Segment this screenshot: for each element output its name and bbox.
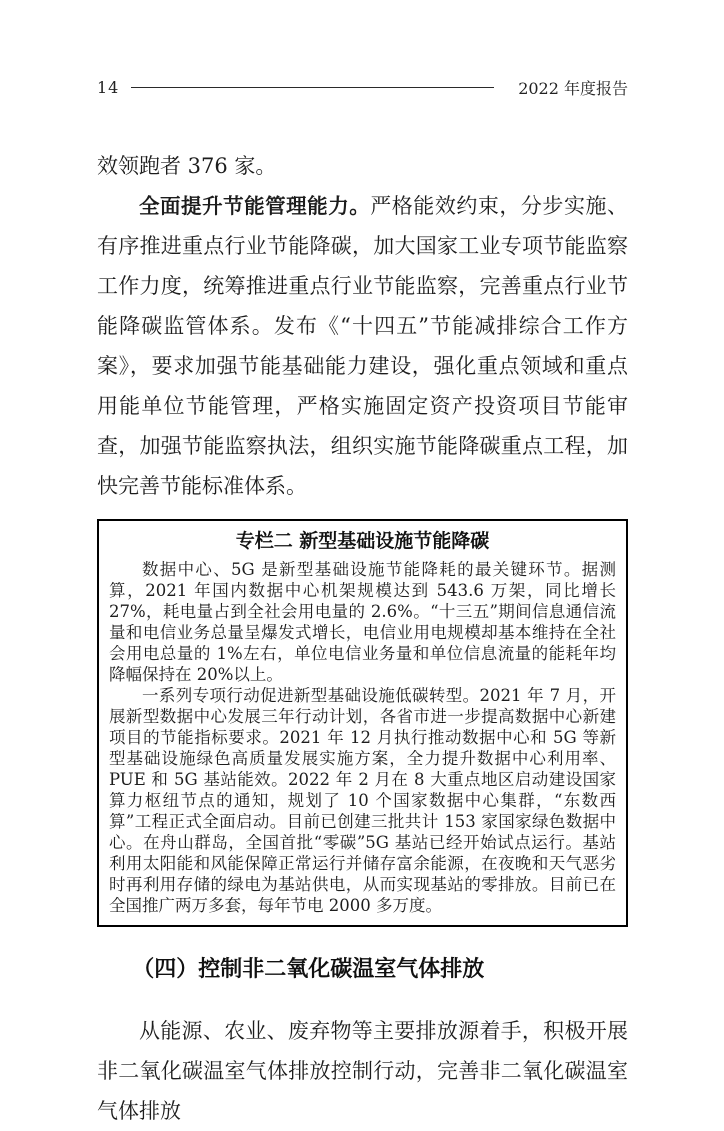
paragraph-body-text: 严格能效约束，分步实施、有序推进重点行业节能降碳，加大国家工业专项节能监察工作力度，统筹推进重点行业节能监察，完善重点行业节能降碳监管体系。发布《“十四五”节能减排综合工作方案》，要求加强节能基础能力建设，强化重点领域和重点用能单位节能管理，严格实施固定资产投资项目节能审查，加强节能监察执法，组织实施节能降碳重点工程，加快完善节能标准体系。 xyxy=(97,194,628,498)
feature-box-paragraph-1: 数据中心、5G 是新型基础设施节能降耗的最关键环节。据测算，2021 年国内数据中心机架规模达到 543.6 万架，同比增长 27%，耗电量占到全社会用电量的 2.6%。“十三五”期间信息通信流量和电信业务总量呈爆发式增长，电信业用电规模却基本维持在全社会用电总量的 1%左右，单位电信业务量和单位信息流量的能耗年均降幅保持在 20%以上。 xyxy=(109,560,616,684)
paragraph-continuation: 效领跑者 376 家。 xyxy=(97,154,277,178)
paragraph-non-co2: 从能源、农业、废弃物等主要排放源着手，积极开展非二氧化碳温室气体排放控制行动，完善非二氧化碳温室气体排放 xyxy=(97,1019,628,1123)
header-rule-line xyxy=(131,87,494,88)
page-number: 14 xyxy=(97,78,120,97)
paragraph-energy-management xyxy=(97,186,628,506)
section-heading-four: （四）控制非二氧化碳温室气体排放 xyxy=(132,957,485,982)
page-content xyxy=(97,146,628,1131)
feature-box-paragraph-2: 一系列专项行动促进新型基础设施低碳转型。2021 年 7 月，开展新型数据中心发展三年行动计划，各省市进一步提高数据中心新建项目的节能指标要求。2021 年 12 月执行推动数据中心和 5G 等新型基础设施绿色高质量发展实施方案，全力提升数据中心利用率、PUE 和 5G 基站能效。2022 年 2 月在 8 大重点地区启动建设国家算力枢纽节点的通知，规划了 10 个国家数据中心集群，“东数西算”工程正式全面启动。目前已创建三批共计 153 家国家绿色数据中心。在舟山群岛，全国首批“零碳”5G 基站已经开始试点运行。基站利用太阳能和风能保障正常运行并储存富余能源，在夜晚和天气恶劣时再利用存储的绿电为基站供电，从而实现基站的零排放。目前已在全国推广两万多套，每年节电 2000 多万度。 xyxy=(109,686,616,915)
feature-box xyxy=(97,519,628,927)
feature-box-title: 专栏二 新型基础设施节能降碳 xyxy=(235,530,490,552)
paragraph-bold-lead: 全面提升节能管理能力。 xyxy=(139,194,371,218)
page-header xyxy=(97,76,628,99)
report-title: 2022 年度报告 xyxy=(518,79,628,98)
